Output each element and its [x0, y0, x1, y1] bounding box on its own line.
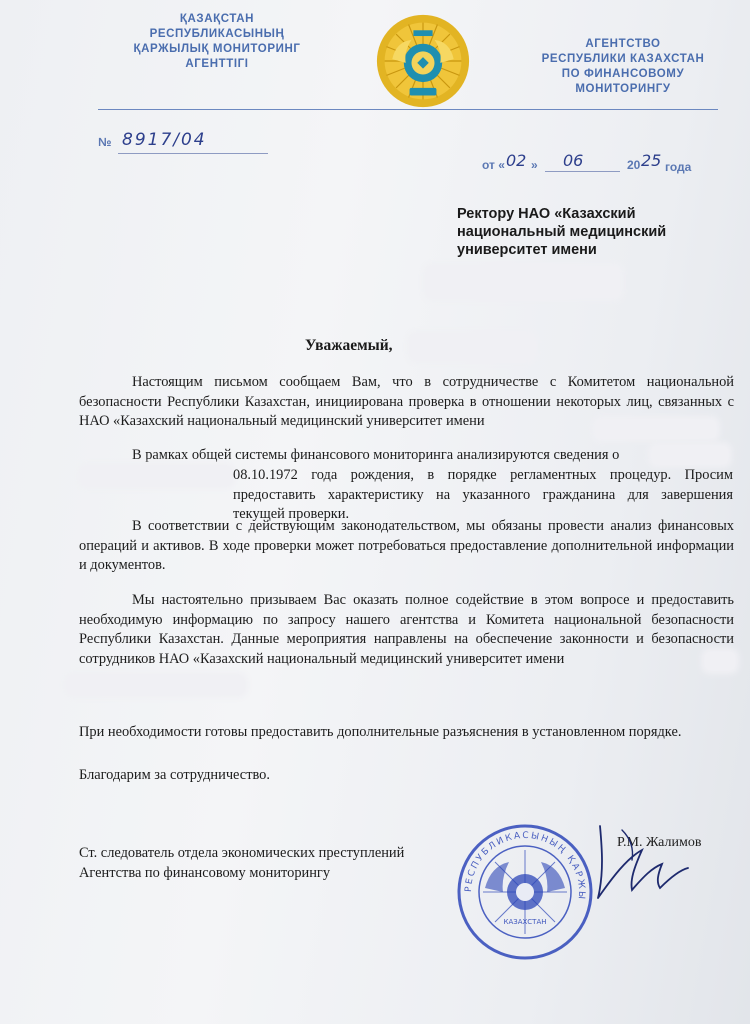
- addressee-block: [457, 205, 707, 259]
- header-right-line: ПО ФИНАНСОВОМУ: [561, 68, 685, 80]
- date-quote-close: »: [531, 158, 538, 172]
- header-russian-agency-name: [528, 37, 718, 97]
- redaction-person-surname: [82, 467, 232, 485]
- addressee-line: национальный медицинский: [457, 224, 667, 240]
- signatory-title-line: Агентства по финансовому мониторингу: [79, 865, 331, 881]
- header-left-line: РЕСПУБЛИКАСЫНЫҢ: [149, 28, 285, 40]
- redaction-university-name-2: [705, 652, 735, 670]
- body-paragraph-2-cont: [233, 466, 733, 525]
- signatory-title-line: Ст. следователь отдела экономических преступлений: [79, 845, 405, 861]
- signatory-title: [79, 843, 404, 883]
- redaction-person-name: [652, 446, 728, 464]
- header-right-line: РЕСПУБЛИКИ КАЗАХСТАН: [541, 53, 705, 65]
- official-seal-icon: [455, 822, 595, 962]
- number-prefix: №: [98, 135, 112, 149]
- number-underline: [118, 153, 268, 154]
- date-year: 25: [641, 151, 662, 170]
- handwritten-signature: [582, 818, 692, 908]
- redaction-university-name-3: [68, 676, 244, 694]
- header-left-line: АГЕНТТІГІ: [185, 58, 249, 70]
- date-day: 02: [506, 151, 527, 170]
- closing-thanks: Благодарим за сотрудничество.: [79, 767, 270, 783]
- seal-ring-text: РЕСПУБЛИКАСЫНЫҢ ҚАРЖЫ: [463, 830, 587, 902]
- seal-center-text: КАЗАХСТАН: [503, 918, 547, 926]
- paragraph-text: Настоящим письмом сообщаем Вам, что в сотрудничестве с Комитетом национальной безопасности Республики Казахстан, инициирована проверка в отношении некоторых лиц, связанных с НАО «Казахский национальный медицинский университет имени: [79, 374, 734, 430]
- date-suffix: года: [665, 160, 692, 174]
- body-paragraph-2: [79, 446, 639, 466]
- date-year-prefix: 20: [627, 158, 641, 172]
- addressee-line: Ректору НАО «Казахский: [457, 206, 636, 222]
- state-emblem-icon: [375, 13, 471, 109]
- paragraph-text: В рамках общей системы финансового мониторинга анализируются сведения о: [132, 447, 620, 463]
- salutation: Уважаемый,: [305, 337, 393, 354]
- redaction-salutation-name: [411, 335, 533, 359]
- header-kazakh-agency-name: [112, 12, 322, 72]
- header-divider: [98, 109, 718, 110]
- signatory-name: Р.М. Жалимов: [617, 835, 702, 850]
- redaction-university-name: [596, 420, 716, 438]
- redaction-addressee-name: [427, 267, 619, 297]
- header-right-line: АГЕНТСТВО: [585, 38, 661, 50]
- paragraph-text: В соответствии с действующим законодательством, мы обязаны провести анализ финансовых операций и активов. В ходе проверки может потребоваться предоставление дополнительной информации и документов.: [79, 518, 734, 574]
- addressee-line: университет имени: [457, 242, 597, 258]
- body-paragraph-3: [79, 517, 734, 576]
- paragraph-text: Мы настоятельно призываем Вас оказать полное содействие в этом вопросе и предоставить необходимую информацию по запросу нашего агентства и Комитета национальной безопасности Республики Казахстан. Данные мероприятия направлены на обеспечение законности и безопасности сотрудников НАО «Казахский национальный медицинский университет имени: [79, 592, 734, 667]
- paragraph-text: 08.10.1972 года рождения, в порядке регламентных процедур. Просим предоставить характеристику на указанного гражданина для завершения текущей проверки.: [233, 467, 733, 523]
- header-left-line: ҚАЗАҚСТАН: [179, 13, 255, 25]
- body-paragraph-4: [79, 591, 734, 669]
- header-right-line: МОНИТОРИНГУ: [575, 83, 671, 95]
- date-prefix: от «: [482, 158, 505, 172]
- header-left-line: ҚАРЖЫЛЫҚ МОНИТОРИНГ: [133, 43, 301, 55]
- closing-clarification: При необходимости готовы предоставить дополнительные разъяснения в установленном порядке.: [79, 724, 682, 740]
- date-month-underline: [545, 171, 620, 172]
- outgoing-number: 8917/04: [122, 130, 207, 150]
- date-month: 06: [563, 151, 584, 170]
